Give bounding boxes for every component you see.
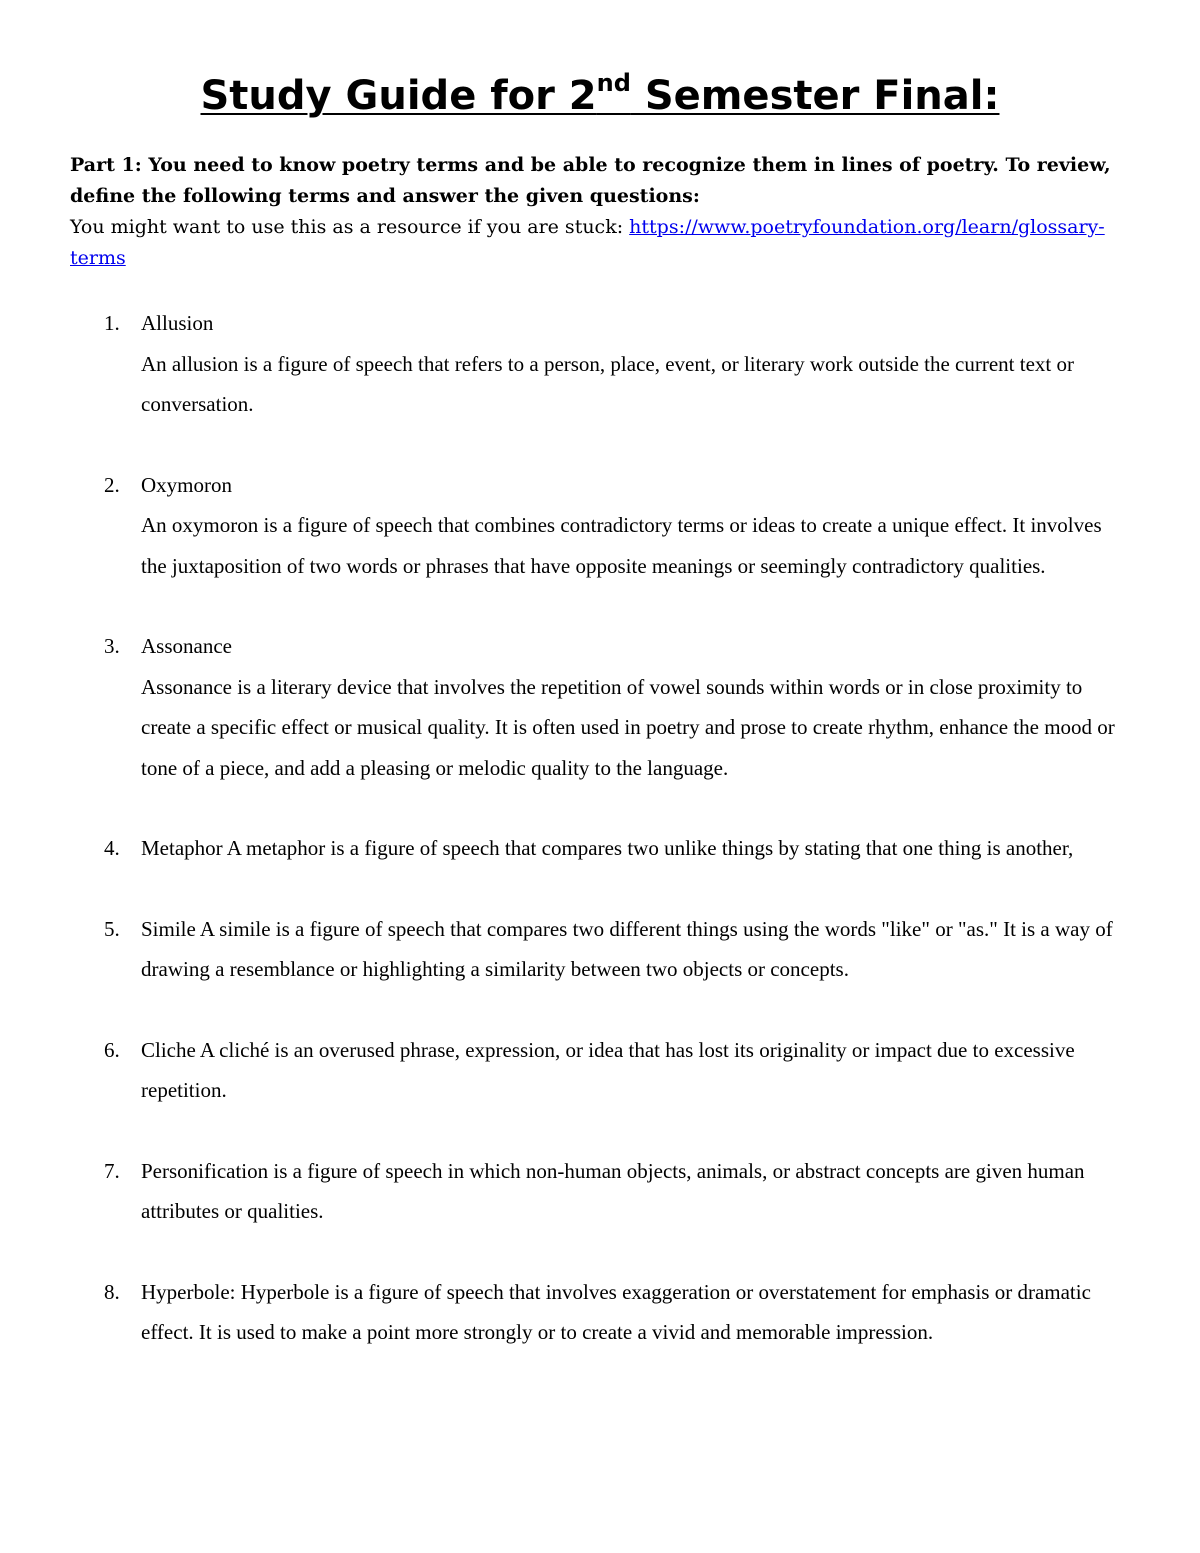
list-item <box>70 1272 1130 1353</box>
term-name: Assonance <box>141 634 232 658</box>
list-item <box>70 303 1130 425</box>
term-text: Personification is a figure of speech in which non-human objects, animals, or abstract concepts are given human attributes or qualities. <box>141 1158 1085 1223</box>
term-text: Cliche A cliché is an overused phrase, expression, or idea that has lost its originality or impact due to excessive repetition. <box>141 1037 1075 1102</box>
list-number: 1. <box>104 311 120 335</box>
list-number: 5. <box>104 916 120 941</box>
list-number: 2. <box>104 472 120 497</box>
resource-link[interactable]: https://www.poetryfoundation.org/learn/glossary-terms <box>70 216 1105 269</box>
spacer <box>70 869 1130 909</box>
spacer <box>70 990 1130 1030</box>
list-item <box>70 828 1130 869</box>
resource-text: You might want to use this as a resource if you are stuck: <box>70 216 630 238</box>
term-text: Hyperbole: Hyperbole is a figure of speech that involves exaggeration or overstatement for emphasis or dramatic effect. It is used to make a point more strongly or to create a vivid and memorable impression. <box>141 1279 1091 1344</box>
spacer <box>70 586 1130 626</box>
title-superscript: nd <box>596 68 631 97</box>
term-definition: Assonance is a literary device that involves the repetition of vowel sounds within words or in close proximity to create a specific effect or musical quality. It is often used in poetry and prose to create rhythm, enhance the mood or tone of a piece, and add a pleasing or melodic quality to the language. <box>141 674 1115 780</box>
list-item <box>70 1030 1130 1111</box>
term-name: Oxymoron <box>141 472 232 497</box>
term-definition: An allusion is a figure of speech that refers to a person, place, event, or literary work outside the current text or conversation. <box>141 351 1075 416</box>
list-item <box>70 909 1130 990</box>
resource-line <box>70 212 1130 274</box>
list-number: 8. <box>104 1279 120 1304</box>
title-pre: Study Guide for 2 <box>200 73 597 119</box>
term-text: Simile A simile is a figure of speech that compares two different things using the words "like" or "as." It is a way of drawing a resemblance or highlighting a similarity between two objects or concepts. <box>141 916 1113 981</box>
spacer <box>70 1111 1130 1151</box>
term-definition: An oxymoron is a figure of speech that combines contradictory terms or ideas to create a unique effect. It involves the juxtaposition of two words or phrases that have opposite meanings or seemingly contradictory qualities. <box>141 513 1102 578</box>
list-number: 6. <box>104 1037 120 1062</box>
term-text: Metaphor A metaphor is a figure of speech that compares two unlike things by stating that one thing is another, <box>141 836 1074 860</box>
part1-heading: Part 1: You need to know poetry terms and be able to recognize them in lines of poetry. To review, define the following terms and answer the given questions: <box>70 154 1111 207</box>
list-item <box>70 626 1130 788</box>
list-item <box>70 1151 1130 1232</box>
list-number: 4. <box>104 836 120 860</box>
spacer <box>70 1232 1130 1272</box>
part1-intro <box>70 150 1130 274</box>
spacer <box>70 425 1130 465</box>
list-number: 7. <box>104 1158 120 1183</box>
list-number: 3. <box>104 634 120 658</box>
term-name: Allusion <box>141 311 214 335</box>
title-post: Semester Final: <box>630 73 1000 119</box>
page-title <box>0 68 1200 120</box>
list-item <box>70 465 1130 587</box>
spacer <box>70 788 1130 828</box>
terms-list <box>70 303 1130 1353</box>
